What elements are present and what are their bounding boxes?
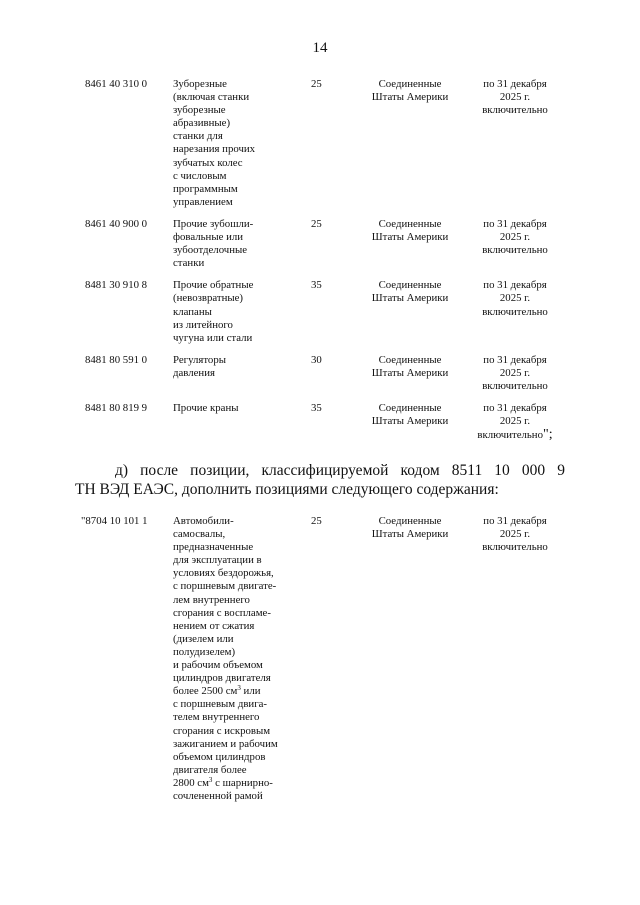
country: Соединенные Штаты Америки — [371, 78, 449, 104]
tariff-table-top — [75, 78, 565, 442]
commodity-description: Регуляторы давления — [173, 353, 226, 379]
commodity-description: Прочие краны — [173, 402, 239, 415]
term: по 31 декабря 2025 г. включительно — [482, 217, 548, 257]
duty-rate: 25 — [311, 515, 322, 527]
term: по 31 декабря 2025 г. включительно — [482, 279, 548, 318]
country: Соединенные Штаты Америки — [371, 353, 449, 379]
table-row — [75, 78, 565, 209]
duty-rate: 35 — [311, 279, 322, 292]
tariff-table-bottom — [75, 515, 565, 803]
description-text: Автомобили- самосвалы, предназначенные для эксплуатации в условиях бездорожья, с поршневым двигате- лем внутреннего сгорания с воспламе- нением от сжатия (дизелем или полудизелем) и рабочим объемом цилиндров двигателя более 2500 см — [173, 515, 277, 698]
commodity-description: Прочие зубошли- фовальные или зубоотделочные станки — [173, 217, 254, 270]
superscript: 3 — [237, 684, 241, 693]
commodity-code: 8481 80 819 9 — [85, 402, 148, 415]
table-row — [75, 218, 565, 270]
commodity-description — [173, 515, 311, 803]
duty-rate: 30 — [311, 353, 322, 366]
table-row — [75, 354, 565, 393]
amendment-paragraph — [75, 461, 565, 499]
duty-rate: 35 — [311, 402, 322, 415]
description-text: с шарнирно- сочлененной рамой — [173, 776, 273, 802]
commodity-code: 8481 80 591 0 — [85, 353, 148, 366]
term: по 31 декабря 2025 г. включительно — [482, 515, 548, 554]
commodity-code: 8461 40 310 0 — [85, 78, 148, 90]
term-with-closing-quote — [465, 402, 565, 442]
table-row — [75, 515, 565, 803]
commodity-code: "8704 10 101 1 — [81, 515, 148, 527]
country: Соединенные Штаты Америки — [371, 217, 449, 244]
paragraph-line: ТН ВЭД ЕАЭС, дополнить позициями следующего содержания: — [75, 481, 499, 498]
country: Соединенные Штаты Америки — [371, 279, 449, 305]
commodity-code: 8461 40 900 0 — [85, 217, 148, 230]
term: по 31 декабря 2025 г. включительно — [482, 353, 548, 392]
commodity-description: Прочие обратные (невозвратные) клапаны из литейного чугуна или стали — [173, 279, 254, 344]
term: по 31 декабря 2025 г. включительно — [482, 78, 548, 117]
country: Соединенные Штаты Америки — [371, 402, 449, 428]
duty-rate: 25 — [311, 217, 322, 230]
description-text: или с поршневым двига- телем внутреннего сгорания с искровым зажиганием и рабочим объемом цилиндров двигателя более 2800 см — [173, 685, 278, 789]
closing-quote: "; — [542, 427, 553, 443]
superscript: 3 — [208, 775, 213, 784]
commodity-code: 8481 30 910 8 — [85, 279, 148, 292]
duty-rate: 25 — [311, 78, 322, 90]
page-number: 14 — [312, 40, 328, 56]
country: Соединенные Штаты Америки — [371, 515, 449, 541]
commodity-description: Зуборезные (включая станки зуборезные абразивные) станки для нарезания прочих зубчатых колес с числовым программным управлением — [173, 78, 256, 208]
table-row — [75, 402, 565, 442]
table-row — [75, 279, 565, 344]
term: по 31 декабря 2025 г. включительно — [477, 402, 547, 442]
paragraph-line: д) после позиции, классифицируемой кодом 8511 10 000 9 — [115, 462, 565, 479]
